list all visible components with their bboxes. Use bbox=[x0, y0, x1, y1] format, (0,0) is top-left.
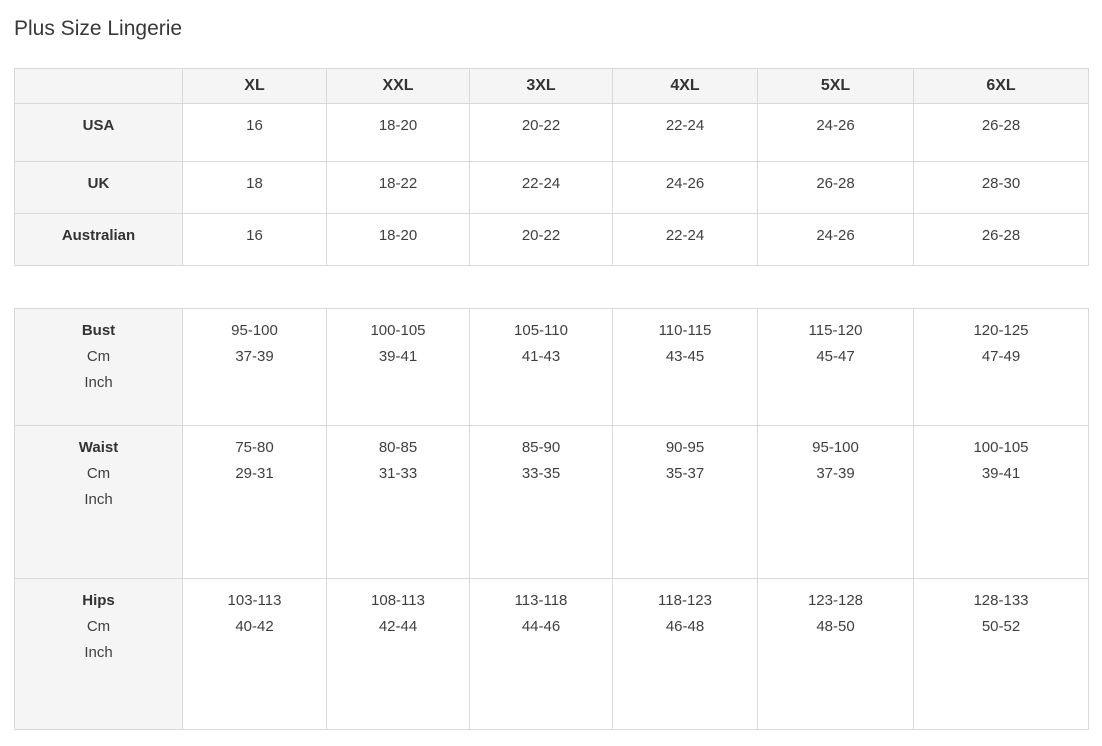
table-row-waist bbox=[15, 426, 1089, 579]
table-row-usa bbox=[15, 104, 1089, 162]
cm-value: 95-100 bbox=[231, 322, 278, 339]
inch-value: 29-31 bbox=[235, 465, 274, 482]
measurement-value-cell bbox=[613, 309, 758, 426]
measurement-value-cell bbox=[613, 579, 758, 730]
measurement-value-cell bbox=[470, 426, 613, 579]
table-row-hips bbox=[15, 579, 1089, 730]
cm-value: 115-120 bbox=[808, 322, 863, 339]
cm-value: 75-80 bbox=[235, 439, 274, 456]
measurement-value-cell bbox=[613, 426, 758, 579]
unit-label-cm: Cm bbox=[86, 348, 111, 365]
measurement-value-cell bbox=[758, 579, 914, 730]
cm-value: 95-100 bbox=[812, 439, 859, 456]
unit-label-inch: Inch bbox=[84, 374, 113, 391]
row-label-bust bbox=[15, 309, 183, 426]
inch-value: 33-35 bbox=[521, 465, 561, 482]
row-label-australian: Australian bbox=[15, 214, 183, 266]
cm-value: 85-90 bbox=[521, 439, 561, 456]
cm-value: 120-125 bbox=[973, 322, 1029, 339]
row-label-hips bbox=[15, 579, 183, 730]
row-label-waist bbox=[15, 426, 183, 579]
inch-value: 43-45 bbox=[665, 348, 705, 365]
size-value-cell: 28-30 bbox=[914, 162, 1089, 214]
cm-value: 80-85 bbox=[378, 439, 418, 456]
spacer-cell bbox=[15, 266, 1089, 309]
cm-value: 90-95 bbox=[665, 439, 705, 456]
column-header-3xl: 3XL bbox=[470, 69, 613, 104]
size-value-cell: 22-24 bbox=[470, 162, 613, 214]
measurement-value-cell bbox=[327, 426, 470, 579]
measurement-name: Hips bbox=[82, 592, 115, 609]
measurement-value-cell bbox=[914, 426, 1089, 579]
size-value-cell: 16 bbox=[183, 214, 327, 266]
inch-value: 44-46 bbox=[521, 618, 561, 635]
table-row-australian bbox=[15, 214, 1089, 266]
inch-value: 39-41 bbox=[981, 465, 1021, 482]
cm-value: 128-133 bbox=[973, 592, 1029, 609]
column-header-blank bbox=[15, 69, 183, 104]
size-value-cell: 26-28 bbox=[758, 162, 914, 214]
unit-label-cm: Cm bbox=[86, 618, 111, 635]
size-value-cell: 18-22 bbox=[327, 162, 470, 214]
inch-value: 47-49 bbox=[981, 348, 1021, 365]
measurement-value-cell bbox=[183, 579, 327, 730]
size-value-cell: 20-22 bbox=[470, 104, 613, 162]
size-value-cell: 24-26 bbox=[758, 214, 914, 266]
inch-value: 46-48 bbox=[665, 618, 705, 635]
measurement-value-cell bbox=[470, 309, 613, 426]
cm-value: 108-113 bbox=[371, 592, 425, 609]
row-label-uk: UK bbox=[15, 162, 183, 214]
measurement-value-cell bbox=[758, 309, 914, 426]
cm-value: 113-118 bbox=[514, 592, 568, 609]
measurement-value-cell bbox=[758, 426, 914, 579]
measurement-value-cell bbox=[327, 579, 470, 730]
cm-value: 100-105 bbox=[973, 439, 1029, 456]
inch-value: 41-43 bbox=[521, 348, 561, 365]
size-chart-table bbox=[14, 68, 1089, 730]
measurement-name: Waist bbox=[78, 439, 119, 456]
inch-value: 42-44 bbox=[378, 618, 418, 635]
measurement-value-cell bbox=[470, 579, 613, 730]
inch-value: 48-50 bbox=[816, 618, 855, 635]
measurement-name: Bust bbox=[81, 322, 116, 339]
column-header-4xl: 4XL bbox=[613, 69, 758, 104]
cm-value: 103-113 bbox=[227, 592, 282, 609]
column-header-5xl: 5XL bbox=[758, 69, 914, 104]
cm-value: 118-123 bbox=[658, 592, 712, 609]
size-value-cell: 22-24 bbox=[613, 214, 758, 266]
inch-value: 45-47 bbox=[816, 348, 855, 365]
inch-value: 31-33 bbox=[378, 465, 418, 482]
measurement-value-cell bbox=[183, 309, 327, 426]
size-value-cell: 18-20 bbox=[327, 104, 470, 162]
column-header-xxl: XXL bbox=[327, 69, 470, 104]
size-value-cell: 26-28 bbox=[914, 214, 1089, 266]
size-value-cell: 24-26 bbox=[758, 104, 914, 162]
measurement-value-cell bbox=[183, 426, 327, 579]
size-value-cell: 18 bbox=[183, 162, 327, 214]
inch-value: 39-41 bbox=[378, 348, 418, 365]
table-row-bust bbox=[15, 309, 1089, 426]
cm-value: 105-110 bbox=[514, 322, 568, 339]
table-row-uk bbox=[15, 162, 1089, 214]
inch-value: 37-39 bbox=[816, 465, 855, 482]
measurement-value-cell bbox=[327, 309, 470, 426]
inch-value: 50-52 bbox=[981, 618, 1021, 635]
row-label-usa: USA bbox=[15, 104, 183, 162]
column-header-xl: XL bbox=[183, 69, 327, 104]
size-value-cell: 16 bbox=[183, 104, 327, 162]
measurement-value-cell bbox=[914, 579, 1089, 730]
size-value-cell: 18-20 bbox=[327, 214, 470, 266]
cm-value: 123-128 bbox=[807, 592, 864, 609]
cm-value: 110-115 bbox=[658, 322, 712, 339]
unit-label-inch: Inch bbox=[84, 644, 113, 661]
unit-label-inch: Inch bbox=[84, 491, 113, 508]
spacer-row bbox=[15, 266, 1089, 309]
unit-label-cm: Cm bbox=[86, 465, 111, 482]
size-value-cell: 22-24 bbox=[613, 104, 758, 162]
size-value-cell: 24-26 bbox=[613, 162, 758, 214]
header-row bbox=[15, 69, 1089, 104]
column-header-6xl: 6XL bbox=[914, 69, 1089, 104]
inch-value: 40-42 bbox=[235, 618, 274, 635]
size-value-cell: 20-22 bbox=[470, 214, 613, 266]
inch-value: 35-37 bbox=[665, 465, 705, 482]
page-title: Plus Size Lingerie bbox=[14, 17, 183, 40]
size-value-cell: 26-28 bbox=[914, 104, 1089, 162]
cm-value: 100-105 bbox=[370, 322, 426, 339]
inch-value: 37-39 bbox=[235, 348, 274, 365]
measurement-value-cell bbox=[914, 309, 1089, 426]
